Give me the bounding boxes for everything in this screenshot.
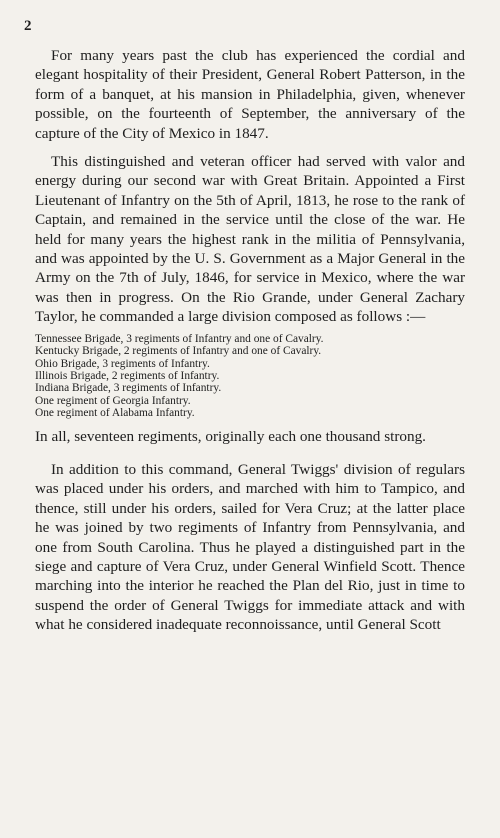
paragraph-regiment-total: In all, seventeen regiments, originally each one thousand strong. xyxy=(35,427,426,445)
list-item: One regiment of Georgia Infantry. xyxy=(35,394,191,407)
brigade-list xyxy=(35,333,465,420)
list-item: One regiment of Alabama Infantry. xyxy=(35,407,195,420)
list-item: Kentucky Brigade, 2 regiments of Infantry and one of Cavalry. xyxy=(35,345,322,358)
paragraph-officer-career: This distinguished and veteran officer had served with valor and energy during our second war with Great Britain. Appointed a First Lieutenant of Infantry on the 5th of April, 1813, he rose to the rank of Captain, and remained in the service until the close of the war. He held for many years the highest rank in the militia of Pennsylvania, and was appointed by the U. S. Government as a Major General in the Army on the 7th of July, 1846, for service in Mexico, where the war was then in progress. On the Rio Grande, under General Zachary Taylor, he commanded a large division composed as follows :— xyxy=(35,153,465,326)
list-item: Tennessee Brigade, 3 regiments of Infantry and one of Cavalry. xyxy=(35,332,324,345)
page-body xyxy=(35,46,465,635)
paragraph-club-hospitality: For many years past the club has experienced the cordial and elegant hospitality of their President, General Robert Patterson, in the form of a banquet, at his mansion in Philadelphia, given, whenever possible, on the fourteenth of September, the anniversary of the capture of the City of Mexico in 1847. xyxy=(35,47,465,142)
list-item: Indiana Brigade, 3 regiments of Infantry. xyxy=(35,382,222,395)
paragraph-twiggs-division: In addition to this command, General Twiggs' division of regulars was placed under his orders, and marched with him to Tampico, and thence, still under his orders, sailed for Vera Cruz; at the latter place he was joined by two regiments of Infantry from Pennsylvania, and one from South Carolina. Thus he played a distinguished part in the siege and capture of Vera Cruz, under General Winfield Scott. Thence marching into the interior he reached the Plan del Rio, just in time to suspend the order of General Twiggs for immediate attack and with what he considered inadequate reconnoissance, until General Scott xyxy=(35,460,465,634)
list-item: Ohio Brigade, 3 regiments of Infantry. xyxy=(35,357,210,370)
page-number: 2 xyxy=(24,18,32,34)
list-item: Illinois Brigade, 2 regiments of Infantry. xyxy=(35,369,220,382)
